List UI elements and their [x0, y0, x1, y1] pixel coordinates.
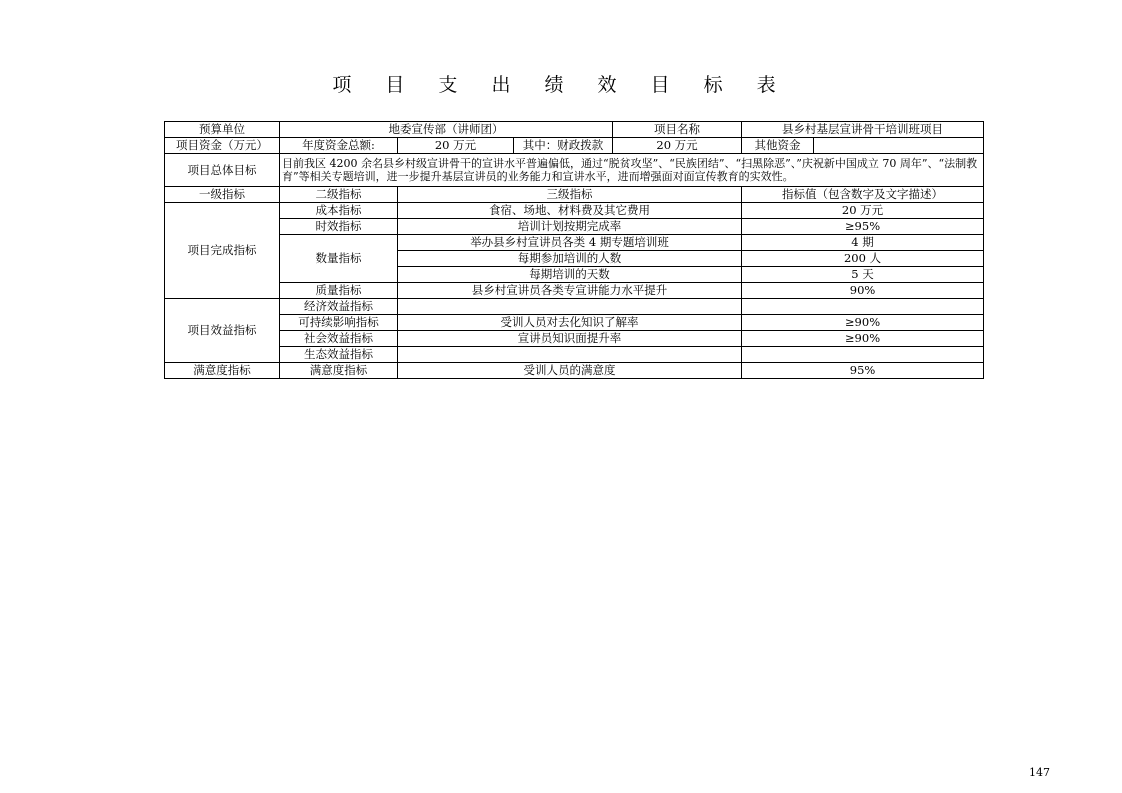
sustain-value: ≥90% [742, 315, 984, 331]
time-label: 时效指标 [280, 219, 398, 235]
performance-goal-table [164, 121, 984, 379]
satisfaction-item: 受训人员的满意度 [398, 363, 742, 379]
eco-item [398, 347, 742, 363]
other-funds-label: 其他资金 [742, 138, 814, 154]
satisfaction-sub-label: 满意度指标 [280, 363, 398, 379]
quality-value: 90% [742, 283, 984, 299]
satisfaction-label: 满意度指标 [165, 363, 280, 379]
budget-unit-label: 预算单位 [165, 122, 280, 138]
annual-total-label: 年度资金总额: [280, 138, 398, 154]
cost-value: 20 万元 [742, 203, 984, 219]
economic-value [742, 299, 984, 315]
table-row [165, 138, 984, 154]
cost-label: 成本指标 [280, 203, 398, 219]
column-header-value: 指标值（包含数字及文字描述） [742, 187, 984, 203]
satisfaction-value: 95% [742, 363, 984, 379]
quantity-item: 每期参加培训的人数 [398, 251, 742, 267]
annual-total-value: 20 万元 [398, 138, 514, 154]
quantity-item: 举办县乡村宣讲员各类 4 期专题培训班 [398, 235, 742, 251]
budget-unit-value: 地委宣传部（讲师团） [280, 122, 613, 138]
cost-item: 食宿、场地、材料费及其它费用 [398, 203, 742, 219]
table-row [165, 203, 984, 219]
fiscal-label: 其中：财政拨款 [514, 138, 613, 154]
column-header-level1: 一级指标 [165, 187, 280, 203]
table-row [165, 219, 984, 235]
time-item: 培训计划按期完成率 [398, 219, 742, 235]
table-row [165, 154, 984, 187]
table-row [165, 299, 984, 315]
table-row [165, 283, 984, 299]
column-header-level2: 二级指标 [280, 187, 398, 203]
quantity-label: 数量指标 [280, 235, 398, 283]
eco-value [742, 347, 984, 363]
social-label: 社会效益指标 [280, 331, 398, 347]
table-row [165, 315, 984, 331]
other-funds-value [814, 138, 984, 154]
table-row [165, 122, 984, 138]
project-name-label: 项目名称 [613, 122, 742, 138]
table-row [165, 331, 984, 347]
page-number: 147 [1029, 766, 1050, 779]
column-header-level3: 三级指标 [398, 187, 742, 203]
goal-label: 项目总体目标 [165, 154, 280, 187]
social-value: ≥90% [742, 331, 984, 347]
time-value: ≥95% [742, 219, 984, 235]
eco-label: 生态效益指标 [280, 347, 398, 363]
social-item: 宣讲员知识面提升率 [398, 331, 742, 347]
quantity-value: 5 天 [742, 267, 984, 283]
table-header-row [165, 187, 984, 203]
quantity-value: 200 人 [742, 251, 984, 267]
fiscal-value: 20 万元 [613, 138, 742, 154]
table-row [165, 347, 984, 363]
quality-item: 县乡村宣讲员各类专宣讲能力水平提升 [398, 283, 742, 299]
sustain-label: 可持续影响指标 [280, 315, 398, 331]
page-title: 项 目 支 出 绩 效 目 标 表 [332, 74, 790, 96]
sustain-item: 受训人员对去化知识了解率 [398, 315, 742, 331]
economic-item [398, 299, 742, 315]
quantity-value: 4 期 [742, 235, 984, 251]
benefit-label: 项目效益指标 [165, 299, 280, 363]
quantity-item: 每期培训的天数 [398, 267, 742, 283]
table-row [165, 363, 984, 379]
project-name-value: 县乡村基层宣讲骨干培训班项目 [742, 122, 984, 138]
table-row [165, 235, 984, 251]
goal-text: 目前我区 4200 余名县乡村级宣讲骨干的宣讲水平普遍偏低，通过“脱贫攻坚”、“民族团结”、“扫黑除恶”、”庆祝新中国成立 70 周年”、“法制教育”等相关专题培训，进一步提升基层宣讲员的业务能力和宣讲水平，进而增强面对面宣传教育的实效性。 [280, 154, 984, 187]
completion-label: 项目完成指标 [165, 203, 280, 299]
funds-label: 项目资金（万元） [165, 138, 280, 154]
quality-label: 质量指标 [280, 283, 398, 299]
economic-label: 经济效益指标 [280, 299, 398, 315]
